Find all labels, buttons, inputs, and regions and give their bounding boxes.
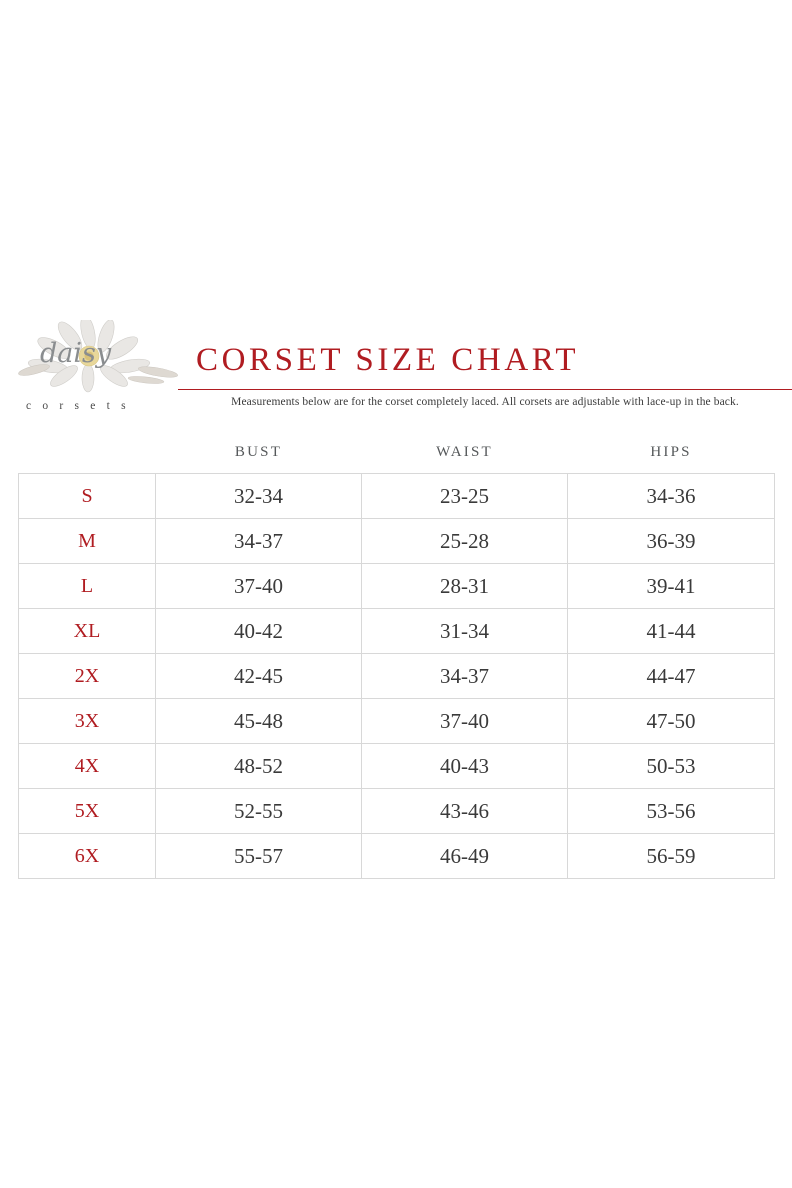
- cell-size: S: [19, 474, 156, 519]
- cell-bust: 48-52: [156, 744, 362, 789]
- brand-sub-name: c o r s e t s: [26, 400, 130, 412]
- cell-waist: 23-25: [362, 474, 568, 519]
- table-body: [19, 474, 775, 879]
- brand-logo: [18, 316, 178, 421]
- cell-waist: 28-31: [362, 564, 568, 609]
- cell-waist: 46-49: [362, 834, 568, 879]
- cell-hips: 39-41: [568, 564, 775, 609]
- cell-bust: 37-40: [156, 564, 362, 609]
- table-row: [19, 654, 775, 699]
- chart-header: [18, 316, 774, 426]
- cell-bust: 52-55: [156, 789, 362, 834]
- cell-size: XL: [19, 609, 156, 654]
- cell-hips: 34-36: [568, 474, 775, 519]
- cell-size: L: [19, 564, 156, 609]
- table-row: [19, 699, 775, 744]
- cell-waist: 43-46: [362, 789, 568, 834]
- cell-size: 4X: [19, 744, 156, 789]
- cell-bust: 32-34: [156, 474, 362, 519]
- cell-size: 2X: [19, 654, 156, 699]
- column-header-size: [19, 440, 156, 474]
- cell-hips: 36-39: [568, 519, 775, 564]
- table-row: [19, 609, 775, 654]
- cell-hips: 50-53: [568, 744, 775, 789]
- column-header-hips: HIPS: [650, 444, 692, 460]
- title-divider: [178, 389, 792, 390]
- cell-waist: 31-34: [362, 609, 568, 654]
- cell-waist: 34-37: [362, 654, 568, 699]
- cell-bust: 55-57: [156, 834, 362, 879]
- cell-bust: 45-48: [156, 699, 362, 744]
- cell-hips: 53-56: [568, 789, 775, 834]
- table-row: [19, 834, 775, 879]
- cell-hips: 56-59: [568, 834, 775, 879]
- table-row: [19, 744, 775, 789]
- cell-waist: 40-43: [362, 744, 568, 789]
- table-header: [19, 440, 775, 474]
- cell-size: M: [19, 519, 156, 564]
- cell-waist: 25-28: [362, 519, 568, 564]
- cell-hips: 44-47: [568, 654, 775, 699]
- brand-script-name: daisy: [40, 338, 112, 369]
- cell-size: 3X: [19, 699, 156, 744]
- cell-size: 5X: [19, 789, 156, 834]
- cell-waist: 37-40: [362, 699, 568, 744]
- cell-bust: 42-45: [156, 654, 362, 699]
- size-table-container: [18, 440, 774, 879]
- cell-size: 6X: [19, 834, 156, 879]
- column-header-bust: BUST: [234, 444, 283, 460]
- column-header-waist: WAIST: [436, 444, 493, 460]
- cell-hips: 41-44: [568, 609, 775, 654]
- table-row: [19, 519, 775, 564]
- size-chart-table: [18, 440, 775, 879]
- table-row: [19, 564, 775, 609]
- cell-bust: 40-42: [156, 609, 362, 654]
- table-header-row: [19, 440, 775, 474]
- cell-hips: 47-50: [568, 699, 775, 744]
- page-title: CORSET SIZE CHART: [196, 342, 580, 378]
- chart-subtitle: Measurements below are for the corset completely laced. All corsets are adjustable with lace-up in the back.: [231, 396, 739, 408]
- table-row: [19, 789, 775, 834]
- table-row: [19, 474, 775, 519]
- cell-bust: 34-37: [156, 519, 362, 564]
